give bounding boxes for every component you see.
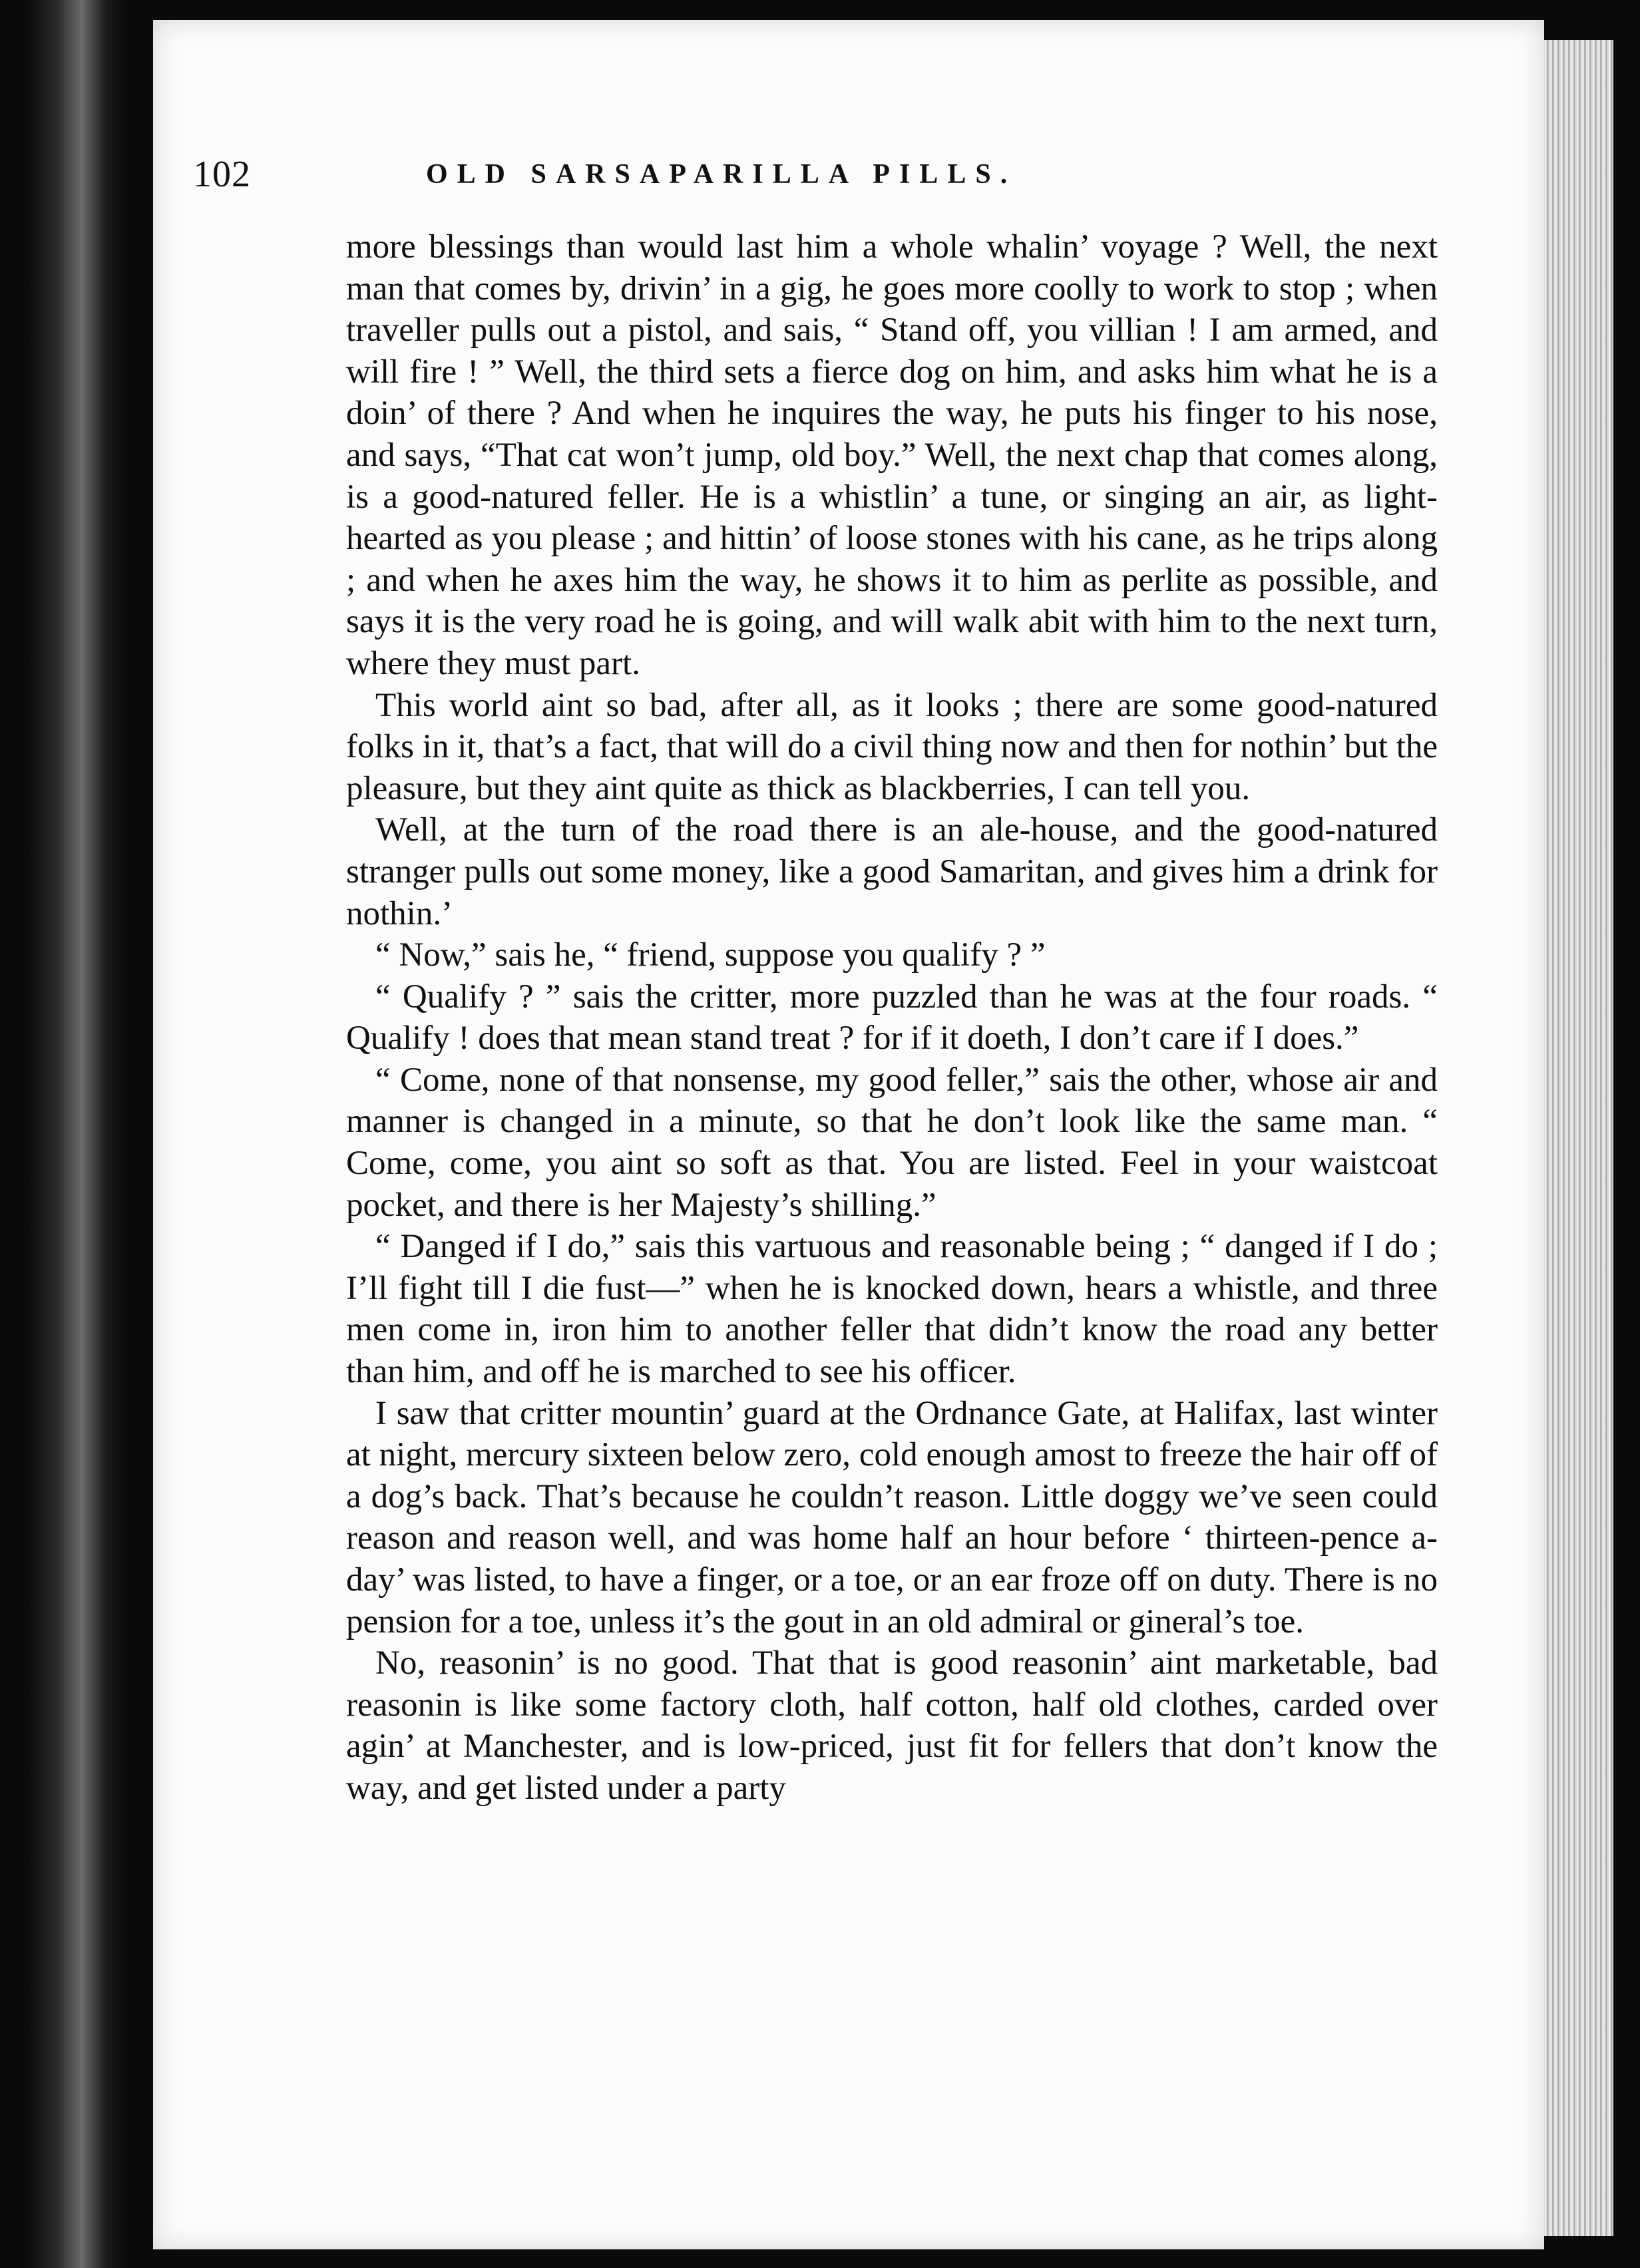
paragraph-suppose-qualify: “ Now,” sais he, “ friend, suppose you qualify ? ” <box>375 936 1046 974</box>
paragraph-danged-if-i-do: “ Danged if I do,” sais this vartuous and reasonable being ; “ danged if I do ; I’ll fight till I die fust—” when he is knocked down, hears a whistle, and three men come in, iron him to another feller that didn’t know the road any better than him, and off he is marched to see his officer. <box>346 1228 1438 1391</box>
running-head: OLD SARSAPARILLA PILLS. <box>426 159 1017 190</box>
paragraph-world-aint-bad: This world aint so bad, after all, as it looks ; there are some good-natured folks in it, that’s a fact, that will do a civil thing now and then for nothin’ but the pleasure, but they aint quite as thick as blackberries, I can tell you. <box>346 686 1438 807</box>
page-number: 102 <box>193 154 251 195</box>
paragraph-ale-house: Well, at the turn of the road there is an ale-house, and the good-natured stranger pulls out some money, like a good Samaritan, and gives him a drink for nothin.’ <box>346 811 1438 932</box>
body-text <box>346 226 1438 1809</box>
book-spine-gutter <box>27 0 126 2268</box>
paragraph-ordnance-gate: I saw that critter mountin’ guard at the Ordnance Gate, at Halifax, last winter at night, mercury sixteen below zero, cold enough amost to freeze the hair off of a dog’s back. That’s because he couldn’t reason. Little doggy we’ve seen could reason and reason well, and was home half an hour before ‘ thirteen-pence a-day’ was listed, to have a finger, or a toe, or an ear froze off on duty. There is no pension for a toe, unless it’s the gout in an old admiral or gineral’s toe. <box>346 1394 1438 1640</box>
paragraph-continuation: more blessings than would last him a whole whalin’ voyage ? Well, the next man that comes by, drivin’ in a gig, he goes more coolly to work to stop ; when traveller pulls out a pistol, and sais, “ Stand off, you villian ! I am armed, and will fire ! ” Well, the third sets a fierce dog on him, and asks him what he is a doin’ of there ? And when he inquires the way, he puts his finger to his nose, and says, “That cat won’t jump, old boy.” Well, the next chap that comes along, is a good-natured feller. He is a whistlin’ a tune, or singing an air, as light-hearted as you please ; and hittin’ of loose stones with his cane, as he trips along ; and when he axes him the way, he shows it to him as perlite as possible, and says it is the very road he is going, and will walk abit with him to the next turn, where they must part. <box>346 228 1438 682</box>
page-header <box>193 153 1418 206</box>
paragraph-none-of-that: “ Come, none of that nonsense, my good feller,” sais the other, whose air and manner is changed in a minute, so that he don’t look like the same man. “ Come, come, you aint so soft as that. You are listed. Feel in your waistcoat pocket, and there is her Majesty’s shilling.” <box>346 1061 1438 1224</box>
paragraph-qualify-reply: “ Qualify ? ” sais the critter, more puzzled than he was at the four roads. “ Qualify ! does that mean stand treat ? for if it doeth, I don’t care if I does.” <box>346 978 1438 1057</box>
paragraph-reasonin-no-good: No, reasonin’ is no good. That that is good reasonin’ aint marketable, bad reasonin is like some factory cloth, half cotton, half old clothes, carded over agin’ at Manchester, and is low-priced, just fit for fellers that don’t know the way, and get listed under a party <box>346 1644 1438 1807</box>
